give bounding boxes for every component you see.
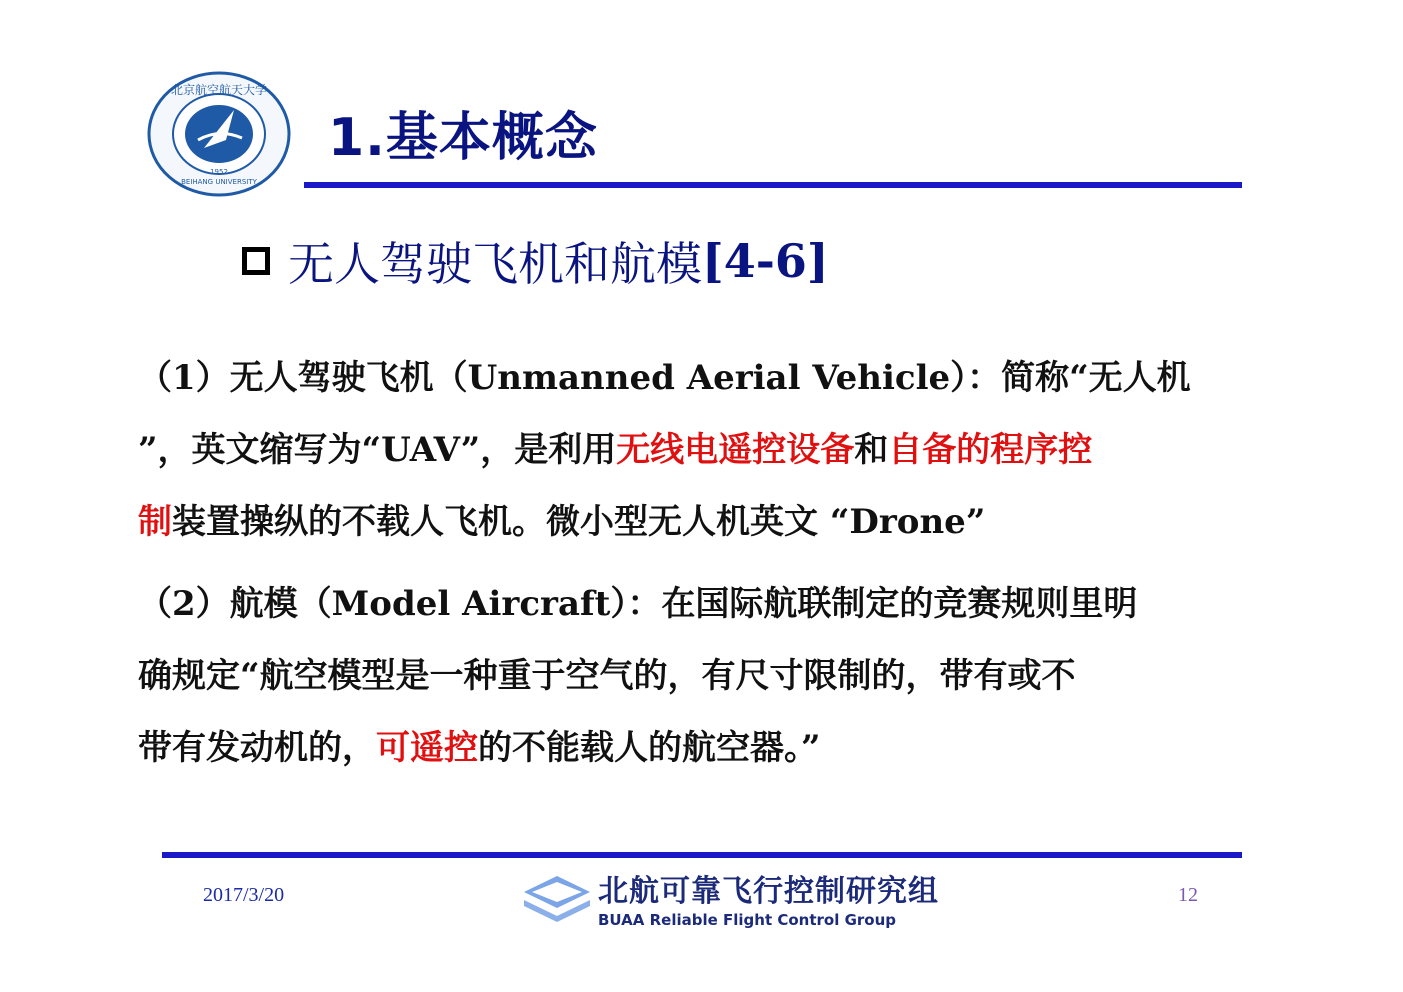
paragraph1-line2-text-b: 和 <box>854 430 889 470</box>
slide-title: 1.基本概念 <box>328 108 598 168</box>
research-group-name-en: BUAA Reliable Flight Control Group <box>598 911 896 929</box>
research-group-name-cn: 北航可靠飞行控制研究组 <box>598 874 939 909</box>
paragraph1-line1: （1）无人驾驶飞机（Unmanned Aerial Vehicle）：简称“无人机 <box>138 358 1191 398</box>
research-group-logo-icon <box>522 870 592 922</box>
page-number: 12 <box>1178 884 1198 906</box>
section-heading-text: 无人驾驶飞机和航模 <box>288 237 702 291</box>
paragraph1-line3 <box>138 500 1258 544</box>
square-bullet-icon <box>242 247 270 275</box>
footer-date: 2017/3/20 <box>203 884 285 906</box>
paragraph2-line3 <box>138 726 1258 770</box>
paragraph2-line3-text-b: 的不能载人的航空器。” <box>478 728 821 768</box>
paragraph2-line2: 确规定“航空模型是一种重于空气的，有尺寸限制的，带有或不 <box>138 656 1076 696</box>
highlight-onboard-program-control: 自备的程序控 <box>888 430 1093 470</box>
paragraph1-line2-text-a: ”，英文缩写为“UAV”，是利用 <box>138 430 617 470</box>
section-heading <box>242 228 829 294</box>
highlight-remote-controllable: 可遥控 <box>376 728 478 768</box>
title-divider <box>304 182 1242 188</box>
paragraph1-line2 <box>138 428 1258 472</box>
section-heading-ref: [4-6] <box>702 234 829 288</box>
highlight-onboard-program-control-end: 制 <box>138 502 172 542</box>
university-seal-logo <box>146 70 292 198</box>
seal-text-top: 北京航空航天大学 <box>170 83 268 97</box>
highlight-radio-remote-control: 无线电遥控设备 <box>616 430 855 470</box>
seal-year: 1952 <box>210 168 228 176</box>
footer-divider <box>162 852 1242 858</box>
paragraph2-line1: （2）航模（Model Aircraft）：在国际航联制定的竞赛规则里明 <box>138 584 1138 624</box>
paragraph1-line3-text: 装置操纵的不载人飞机。微小型无人机英文 “Drone” <box>172 502 986 542</box>
seal-text-bottom: BEIHANG UNIVERSITY <box>181 178 257 186</box>
paragraph2-line3-text-a: 带有发动机的， <box>138 728 376 768</box>
